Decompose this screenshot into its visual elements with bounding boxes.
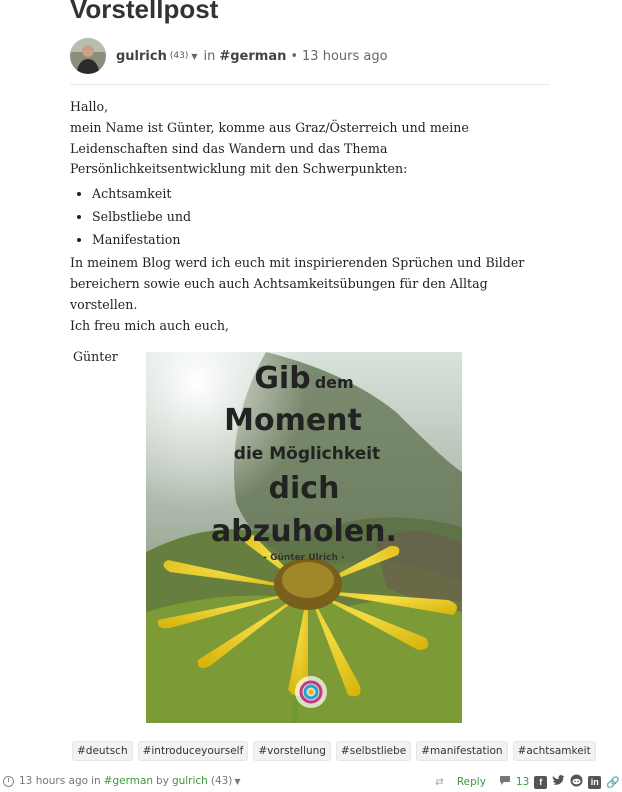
reblog-icon[interactable]: ⇄	[435, 776, 444, 788]
footer-by-label: by	[156, 775, 169, 787]
link-icon[interactable]: 🔗	[606, 775, 620, 789]
reddit-icon[interactable]	[570, 774, 583, 790]
tag-achtsamkeit[interactable]: #achtsamkeit	[513, 741, 596, 761]
reply-button[interactable]: Reply	[456, 776, 486, 788]
image-text-line5: abzuholen.	[211, 514, 397, 549]
clock-icon	[3, 776, 14, 787]
caret-down-icon[interactable]: ▼	[234, 776, 241, 786]
footer-author-link[interactable]: gulrich	[171, 775, 208, 787]
tag-manifestation[interactable]: #manifestation	[416, 741, 507, 761]
quote-image[interactable]	[146, 352, 462, 723]
signature: Günter	[73, 349, 118, 364]
post-title: Vorstellpost	[70, 0, 219, 24]
closing-line: Ich freu mich auch euch,	[70, 317, 230, 333]
image-credit: - Günter Ulrich -	[263, 553, 345, 563]
twitter-icon[interactable]	[552, 775, 565, 790]
tag-deutsch[interactable]: #deutsch	[72, 741, 133, 761]
greeting: Hallo,	[70, 99, 109, 114]
separator-dot: •	[290, 48, 299, 64]
tag-list	[72, 741, 596, 761]
image-text-line2: Moment	[224, 403, 362, 438]
tag-vorstellung[interactable]: #vorstellung	[253, 741, 331, 761]
tag-introduceyourself[interactable]: #introduceyourself	[138, 741, 249, 761]
comments-icon[interactable]	[499, 775, 511, 789]
caret-down-icon[interactable]: ▼	[191, 51, 198, 61]
footer-category-link[interactable]: #german	[103, 775, 154, 787]
footer-in-label: in	[91, 775, 101, 787]
author-reputation: (43)	[169, 51, 189, 61]
list-item: • Selbstliebe und	[92, 205, 550, 228]
bullet-list	[70, 182, 550, 251]
post-age: 13 hours ago	[302, 48, 388, 64]
author-link[interactable]: gulrich	[116, 48, 167, 64]
post-meta	[70, 38, 388, 74]
image-text-line1-small: dem	[314, 373, 354, 392]
comment-count[interactable]: 13	[515, 776, 530, 788]
post-footer	[0, 772, 622, 792]
image-text-line4: dich	[268, 471, 340, 506]
tag-selbstliebe[interactable]: #selbstliebe	[336, 741, 411, 761]
list-item: • Achtsamkeit	[92, 182, 550, 205]
image-text-line1: Gib	[254, 361, 311, 396]
facebook-icon[interactable]: f	[534, 776, 547, 789]
avatar[interactable]	[70, 38, 106, 74]
list-item: • Manifestation	[92, 228, 550, 251]
footer-reputation: (43)	[210, 775, 233, 787]
blog-paragraph: In meinem Blog werd ich euch mit inspirierenden Sprüchen und Bilder bereichern sowie euch auch Achtsamkeitsübungen für den Alltag vorstellen.	[70, 255, 525, 312]
post-body	[70, 97, 550, 336]
divider	[70, 84, 550, 85]
footer-age: 13 hours ago	[19, 775, 89, 787]
in-label: in	[203, 48, 216, 64]
linkedin-icon[interactable]: in	[588, 776, 601, 789]
image-text-line3: die Möglichkeit	[233, 444, 381, 464]
intro-paragraph: mein Name ist Günter, komme aus Graz/Österreich und meine Leidenschaften sind das Wandern und das Thema Persönlichkeitsentwicklung mit den Schwerpunkten:	[70, 119, 469, 177]
category-link[interactable]: #german	[219, 48, 287, 64]
